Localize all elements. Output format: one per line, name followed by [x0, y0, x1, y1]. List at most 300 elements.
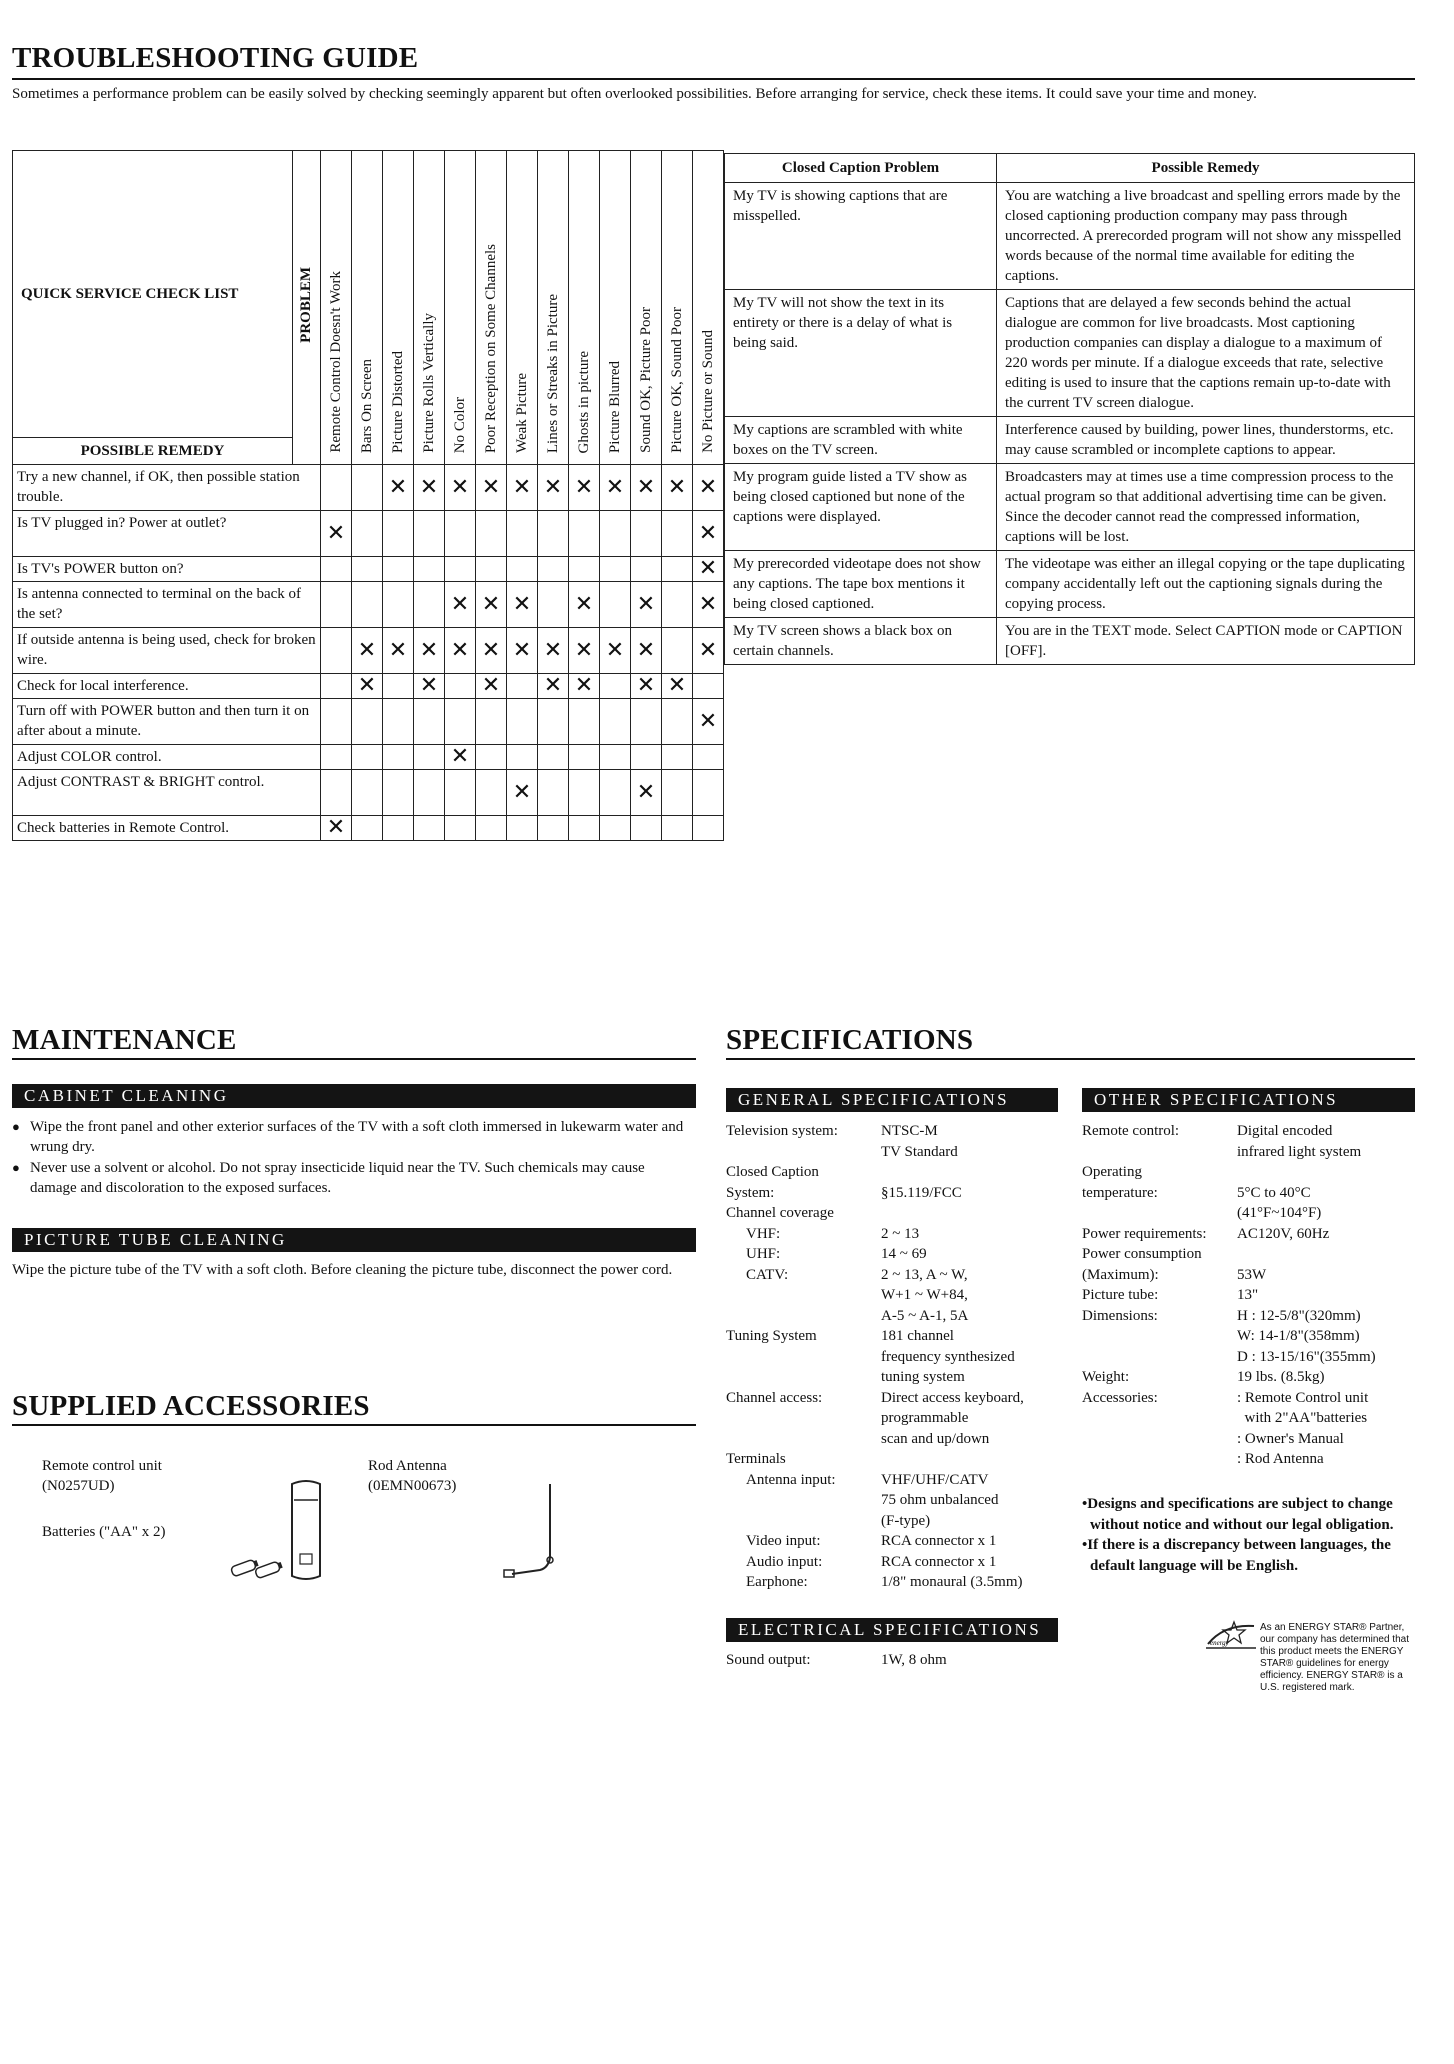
caption-problem-cell: My prerecorded videotape does not show any captions. The tape box mentions it being closed captioned.	[725, 551, 997, 618]
spec-row	[726, 1142, 1066, 1163]
caption-row	[725, 183, 1415, 290]
spec-row	[1082, 1285, 1415, 1306]
problem-label-text: Weak Picture	[513, 372, 530, 453]
spec-row	[726, 1285, 1066, 1306]
empty-cell	[321, 745, 352, 770]
empty-cell	[414, 582, 445, 628]
spec-value: A-5 ~ A-1, 5A	[881, 1307, 969, 1324]
spec-label	[726, 1142, 881, 1163]
empty-cell	[600, 674, 631, 699]
check-mark: ✕	[569, 628, 600, 674]
list-item-text: Wipe the front panel and other exterior surfaces of the TV with a soft cloth immersed in lukewarm water and wrung dry.	[30, 1119, 684, 1155]
spec-label: Power consumption	[1082, 1246, 1202, 1262]
spec-row	[1082, 1203, 1415, 1224]
checklist-header: QUICK SERVICE CHECK LIST	[13, 151, 293, 438]
problem-label-text: Lines or Streaks in Picture	[544, 293, 561, 453]
spec-label: System:	[726, 1184, 775, 1201]
empty-cell	[383, 816, 414, 841]
possible-remedy-header: POSSIBLE REMEDY	[13, 438, 293, 465]
caption-problem-cell: My program guide listed a TV show as being closed captioned but none of the captions were displayed.	[725, 464, 997, 551]
spec-row	[1082, 1183, 1415, 1204]
empty-cell	[600, 582, 631, 628]
empty-cell	[414, 699, 445, 745]
spec-row	[726, 1183, 1066, 1204]
check-mark: ✕	[631, 674, 662, 699]
problem-header	[538, 151, 569, 465]
empty-cell	[321, 699, 352, 745]
general-specifications-list	[726, 1121, 1066, 1593]
caption-remedy-cell: Interference caused by building, power lines, thunderstorms, etc. may cause scrambled or incomplete captions to appear.	[997, 417, 1415, 464]
svg-text:energy: energy	[1210, 1639, 1229, 1647]
check-mark: ✕	[538, 628, 569, 674]
closed-caption-table	[724, 153, 1415, 665]
caption-row	[725, 417, 1415, 464]
check-mark: ✕	[476, 465, 507, 511]
check-mark: ✕	[321, 816, 352, 841]
caption-problem-cell: My captions are scrambled with white boxes on the TV screen.	[725, 417, 997, 464]
remedy-cell: Is antenna connected to terminal on the back of the set?	[13, 582, 321, 628]
spec-row	[726, 1511, 1066, 1532]
empty-cell	[662, 770, 693, 816]
spec-row	[726, 1203, 1066, 1224]
spec-row	[726, 1367, 1066, 1388]
empty-cell	[631, 511, 662, 557]
empty-cell	[631, 557, 662, 582]
spec-value: W: 14-1/8"(358mm)	[1237, 1328, 1360, 1344]
caption-problem-header: Closed Caption Problem	[725, 154, 997, 183]
spec-label	[726, 1429, 881, 1450]
remedy-cell: Adjust CONTRAST & BRIGHT control.	[13, 770, 321, 816]
empty-cell	[662, 511, 693, 557]
specification-notes	[1082, 1494, 1415, 1576]
remedy-cell: Is TV plugged in? Power at outlet?	[13, 511, 321, 557]
check-mark: ✕	[693, 582, 724, 628]
spec-value: D : 13-15/16"(355mm)	[1237, 1348, 1376, 1365]
general-specifications-header: GENERAL SPECIFICATIONS	[726, 1088, 1058, 1112]
empty-cell	[383, 674, 414, 699]
spec-label: (Maximum):	[1082, 1266, 1159, 1283]
check-mark: ✕	[445, 628, 476, 674]
empty-cell	[600, 511, 631, 557]
problem-header	[600, 151, 631, 465]
spec-label	[726, 1306, 881, 1327]
table-row	[13, 511, 724, 557]
spec-label	[1082, 1203, 1237, 1224]
empty-cell	[414, 745, 445, 770]
empty-cell	[600, 557, 631, 582]
empty-cell	[352, 770, 383, 816]
remedy-cell: Is TV's POWER button on?	[13, 557, 321, 582]
empty-cell	[507, 511, 538, 557]
spec-row	[1082, 1244, 1415, 1265]
empty-cell	[693, 674, 724, 699]
table-row	[13, 628, 724, 674]
empty-cell	[693, 745, 724, 770]
check-mark: ✕	[693, 699, 724, 745]
empty-cell	[414, 557, 445, 582]
spec-row	[726, 1572, 1066, 1593]
spec-row	[1082, 1121, 1415, 1142]
spec-label: Dimensions:	[1082, 1307, 1158, 1324]
empty-cell	[476, 745, 507, 770]
spec-value: 2 ~ 13, A ~ W,	[881, 1266, 968, 1283]
check-mark: ✕	[538, 674, 569, 699]
spec-value: infrared light system	[1237, 1143, 1362, 1160]
rod-antenna-label: Rod Antenna	[368, 1458, 447, 1474]
spec-value: H : 12-5/8"(320mm)	[1237, 1307, 1361, 1324]
problem-label-text: Picture Distorted	[389, 350, 406, 453]
check-mark: ✕	[693, 511, 724, 557]
empty-cell	[445, 557, 476, 582]
empty-cell	[538, 699, 569, 745]
spec-row	[726, 1347, 1066, 1368]
spec-value: 75 ohm unbalanced	[881, 1492, 999, 1508]
table-row	[13, 699, 724, 745]
spec-value: 1/8" monaural (3.5mm)	[881, 1574, 1023, 1590]
spec-row	[726, 1265, 1066, 1286]
spec-value: RCA connector x 1	[881, 1533, 997, 1549]
spec-row	[1082, 1142, 1415, 1163]
spec-row	[726, 1162, 1066, 1183]
spec-row	[1082, 1388, 1415, 1409]
caption-remedy-cell: The videotape was either an illegal copying or the tape duplicating company accidentally left out the captioning signals during the copying process.	[997, 551, 1415, 618]
spec-row	[1082, 1265, 1415, 1286]
empty-cell	[631, 745, 662, 770]
spec-value: NTSC-M	[881, 1123, 938, 1139]
picture-tube-cleaning-text: Wipe the picture tube of the TV with a soft cloth. Before cleaning the picture tube, disconnect the power cord.	[12, 1262, 673, 1278]
spec-row	[1082, 1429, 1415, 1450]
empty-cell	[538, 816, 569, 841]
spec-row	[726, 1470, 1066, 1491]
problem-header	[476, 151, 507, 465]
batteries-icon	[228, 1550, 288, 1584]
empty-cell	[600, 699, 631, 745]
empty-cell	[569, 816, 600, 841]
spec-label: Remote control:	[1082, 1123, 1180, 1139]
problem-header	[693, 151, 724, 465]
spec-label: VHF:	[746, 1225, 781, 1242]
spec-value: 53W	[1237, 1266, 1267, 1283]
empty-cell	[662, 816, 693, 841]
check-mark: ✕	[631, 582, 662, 628]
spec-label: Antenna input:	[746, 1471, 836, 1488]
empty-cell	[414, 511, 445, 557]
spec-label	[726, 1408, 881, 1429]
empty-cell	[507, 745, 538, 770]
empty-cell	[445, 770, 476, 816]
empty-cell	[476, 699, 507, 745]
spec-note: •If there is a discrepancy between languages, the default language will be English.	[1082, 1537, 1391, 1574]
table-row	[13, 745, 724, 770]
empty-cell	[538, 582, 569, 628]
check-mark: ✕	[569, 674, 600, 699]
empty-cell	[538, 511, 569, 557]
spec-row	[726, 1650, 1066, 1671]
check-mark: ✕	[600, 628, 631, 674]
spec-value: §15.119/FCC	[881, 1184, 962, 1201]
spec-row	[1082, 1326, 1415, 1347]
caption-row	[725, 618, 1415, 665]
spec-row	[726, 1224, 1066, 1245]
problem-header	[383, 151, 414, 465]
empty-cell	[352, 816, 383, 841]
spec-value: 181 channel	[881, 1328, 954, 1344]
empty-cell	[321, 582, 352, 628]
bullet-icon: ●	[12, 1119, 20, 1134]
problem-label-text: No Picture or Sound	[699, 330, 716, 453]
empty-cell	[476, 557, 507, 582]
empty-cell	[538, 745, 569, 770]
spec-row	[726, 1490, 1066, 1511]
remedy-cell: Try a new channel, if OK, then possible station trouble.	[13, 465, 321, 511]
spec-label	[726, 1511, 881, 1532]
spec-label: Accessories:	[1082, 1389, 1158, 1406]
spec-value: 2 ~ 13	[881, 1225, 920, 1242]
empty-cell	[321, 770, 352, 816]
problem-header	[414, 151, 445, 465]
spec-label: Earphone:	[746, 1574, 808, 1590]
spec-label: Channel access:	[726, 1389, 823, 1406]
spec-label: UHF:	[746, 1246, 781, 1262]
empty-cell	[662, 557, 693, 582]
empty-cell	[631, 699, 662, 745]
problem-label: PROBLEM	[298, 267, 314, 343]
problem-label-text: No Color	[451, 396, 468, 453]
caption-remedy-cell: Captions that are delayed a few seconds behind the actual dialogue are common for live broadcasts. Most captioning production companies can display a dialogue to a maximum of 220 words per minute. If a dialogue exceeds that rate, selective editing is used to insure that the captions remain up-to-date with the current TV screen dialogue.	[997, 290, 1415, 417]
maintenance-title: MAINTENANCE	[12, 1024, 237, 1056]
problem-label-text: Bars On Screen	[358, 358, 375, 453]
spec-value: 14 ~ 69	[881, 1246, 927, 1262]
spec-label	[1082, 1408, 1237, 1429]
table-row	[13, 465, 724, 511]
specifications-rule	[726, 1058, 1415, 1060]
check-mark: ✕	[352, 674, 383, 699]
spec-label	[726, 1367, 881, 1388]
check-mark: ✕	[662, 465, 693, 511]
check-mark: ✕	[383, 628, 414, 674]
spec-value: RCA connector x 1	[881, 1553, 997, 1570]
check-mark: ✕	[631, 628, 662, 674]
bullet-icon: ●	[12, 1160, 20, 1175]
check-mark: ✕	[352, 628, 383, 674]
spec-value: (41°F~104°F)	[1237, 1205, 1322, 1221]
caption-remedy-cell: Broadcasters may at times use a time compression process to the actual program so that additional advertising time can be given. Since the decoder cannot read the compressed information, captions will be lost.	[997, 464, 1415, 551]
problem-label-text: Picture OK, Sound Poor	[668, 307, 685, 453]
caption-row	[725, 551, 1415, 618]
empty-cell	[321, 557, 352, 582]
problem-header	[445, 151, 476, 465]
empty-cell	[445, 699, 476, 745]
empty-cell	[476, 770, 507, 816]
spec-value: VHF/UHF/CATV	[881, 1471, 989, 1488]
check-mark: ✕	[631, 465, 662, 511]
maintenance-rule	[12, 1058, 696, 1060]
energy-star-text: As an ENERGY STAR® Partner, our company has determined that this product meets the ENERGY STAR® guidelines for energy efficiency. ENERGY STAR® is a U.S. registered mark.	[1260, 1622, 1409, 1693]
list-item	[12, 1158, 687, 1198]
empty-cell	[507, 816, 538, 841]
spec-value: Direct access keyboard,	[881, 1389, 1024, 1406]
empty-cell	[352, 511, 383, 557]
caption-remedy-cell: You are in the TEXT mode. Select CAPTION mode or CAPTION [OFF].	[997, 618, 1415, 665]
empty-cell	[352, 745, 383, 770]
check-mark: ✕	[507, 628, 538, 674]
problem-label-text: Picture Blurred	[606, 360, 623, 453]
list-item-text: Never use a solvent or alcohol. Do not spray insecticide liquid near the TV. Such chemicals may cause damage and discoloration to the exposed surfaces.	[30, 1160, 645, 1196]
remedy-cell: If outside antenna is being used, check for broken wire.	[13, 628, 321, 674]
empty-cell	[569, 699, 600, 745]
check-mark: ✕	[476, 628, 507, 674]
spec-label	[1082, 1142, 1237, 1163]
spec-row	[1082, 1162, 1415, 1183]
spec-value: : Remote Control unit	[1237, 1389, 1369, 1406]
check-mark: ✕	[476, 582, 507, 628]
electrical-specifications-list	[726, 1650, 1066, 1671]
spec-label	[1082, 1326, 1237, 1347]
specifications-title: SPECIFICATIONS	[726, 1024, 974, 1056]
check-mark: ✕	[631, 770, 662, 816]
spec-value: AC120V, 60Hz	[1237, 1225, 1330, 1242]
empty-cell	[538, 557, 569, 582]
problem-header	[662, 151, 693, 465]
empty-cell	[600, 816, 631, 841]
empty-cell	[383, 699, 414, 745]
troubleshooting-title: TROUBLESHOOTING GUIDE	[12, 42, 419, 74]
spec-label	[726, 1285, 881, 1306]
troubleshooting-intro: Sometimes a performance problem can be easily solved by checking seemingly apparent but often overlooked possibilities. Before arranging for service, check these items. It could save your time and money.	[12, 86, 1257, 102]
empty-cell	[414, 816, 445, 841]
check-mark: ✕	[507, 465, 538, 511]
spec-value: 19 lbs. (8.5kg)	[1237, 1369, 1325, 1385]
empty-cell	[662, 699, 693, 745]
spec-row	[1082, 1408, 1415, 1429]
table-row	[13, 582, 724, 628]
spec-value: programmable	[881, 1410, 969, 1426]
cabinet-cleaning-list	[12, 1117, 687, 1199]
table-row	[13, 674, 724, 699]
check-mark: ✕	[383, 465, 414, 511]
check-mark: ✕	[445, 745, 476, 770]
check-mark: ✕	[662, 674, 693, 699]
table-row	[13, 770, 724, 816]
empty-cell	[693, 816, 724, 841]
empty-cell	[507, 557, 538, 582]
check-mark: ✕	[693, 557, 724, 582]
empty-cell	[631, 816, 662, 841]
problem-header	[507, 151, 538, 465]
remedy-cell: Check for local interference.	[13, 674, 321, 699]
picture-tube-cleaning-header: PICTURE TUBE CLEANING	[12, 1228, 696, 1252]
spec-row	[1082, 1347, 1415, 1368]
spec-label: Power requirements:	[1082, 1225, 1207, 1242]
spec-row	[726, 1306, 1066, 1327]
empty-cell	[352, 465, 383, 511]
empty-cell	[600, 770, 631, 816]
empty-cell	[352, 582, 383, 628]
remote-control-code: (N0257UD)	[42, 1478, 115, 1494]
electrical-specifications-header: ELECTRICAL SPECIFICATIONS	[726, 1618, 1058, 1642]
spec-value: 13"	[1237, 1287, 1259, 1303]
empty-cell	[507, 699, 538, 745]
spec-row	[726, 1408, 1066, 1429]
spec-label: Closed Caption	[726, 1164, 819, 1180]
accessories-rule	[12, 1424, 696, 1426]
spec-label	[1082, 1429, 1237, 1450]
caption-remedy-header: Possible Remedy	[997, 154, 1415, 183]
spec-row	[726, 1429, 1066, 1450]
problem-header	[321, 151, 352, 465]
remedy-cell: Adjust COLOR control.	[13, 745, 321, 770]
spec-row	[726, 1552, 1066, 1573]
empty-cell	[383, 511, 414, 557]
problem-label-text: Picture Rolls Vertically	[420, 313, 437, 453]
quick-service-check-table	[12, 150, 724, 841]
remedy-cell: Turn off with POWER button and then turn it on after about a minute.	[13, 699, 321, 745]
check-mark: ✕	[569, 465, 600, 511]
spec-row	[1082, 1224, 1415, 1245]
problem-label-text: Poor Reception on Some Channels	[482, 243, 499, 453]
empty-cell	[321, 465, 352, 511]
check-mark: ✕	[507, 582, 538, 628]
spec-value: W+1 ~ W+84,	[881, 1287, 968, 1303]
empty-cell	[383, 770, 414, 816]
empty-cell	[352, 699, 383, 745]
caption-remedy-cell: You are watching a live broadcast and spelling errors made by the closed captioning production company may pass through uncorrected. A prerecorded program will not show any misspelled words because of the normal time available for editing the captions.	[997, 183, 1415, 290]
check-mark: ✕	[507, 770, 538, 816]
empty-cell	[538, 770, 569, 816]
accessories-title: SUPPLIED ACCESSORIES	[12, 1390, 370, 1422]
empty-cell	[383, 582, 414, 628]
spec-value: 1W, 8 ohm	[881, 1652, 947, 1668]
empty-cell	[507, 674, 538, 699]
check-mark: ✕	[321, 511, 352, 557]
empty-cell	[569, 745, 600, 770]
empty-cell	[662, 745, 693, 770]
other-specifications-list	[1082, 1121, 1415, 1470]
spec-label: Weight:	[1082, 1369, 1130, 1385]
spec-label: Picture tube:	[1082, 1287, 1159, 1303]
cabinet-cleaning-header: CABINET CLEANING	[12, 1084, 696, 1108]
spec-value: scan and up/down	[881, 1430, 990, 1447]
caption-problem-cell: My TV is showing captions that are misspelled.	[725, 183, 997, 290]
spec-row	[726, 1449, 1066, 1470]
empty-cell	[600, 745, 631, 770]
spec-row	[1082, 1367, 1415, 1388]
check-mark: ✕	[414, 674, 445, 699]
empty-cell	[445, 511, 476, 557]
empty-cell	[569, 557, 600, 582]
check-mark: ✕	[414, 465, 445, 511]
spec-label: Operating	[1082, 1164, 1142, 1180]
caption-row	[725, 290, 1415, 417]
spec-label: Television system:	[726, 1123, 838, 1139]
check-mark: ✕	[445, 582, 476, 628]
spec-value: 5°C to 40°C	[1237, 1184, 1311, 1201]
spec-row	[726, 1531, 1066, 1552]
spec-row	[726, 1388, 1066, 1409]
problem-header	[631, 151, 662, 465]
spec-label: Audio input:	[746, 1553, 823, 1570]
check-mark: ✕	[476, 674, 507, 699]
problem-header	[352, 151, 383, 465]
problem-label-text: Sound OK, Picture Poor	[637, 307, 654, 453]
empty-cell	[383, 745, 414, 770]
check-mark: ✕	[414, 628, 445, 674]
empty-cell	[383, 557, 414, 582]
empty-cell	[321, 628, 352, 674]
spec-value: : Owner's Manual	[1237, 1430, 1344, 1447]
empty-cell	[352, 557, 383, 582]
check-mark: ✕	[693, 465, 724, 511]
